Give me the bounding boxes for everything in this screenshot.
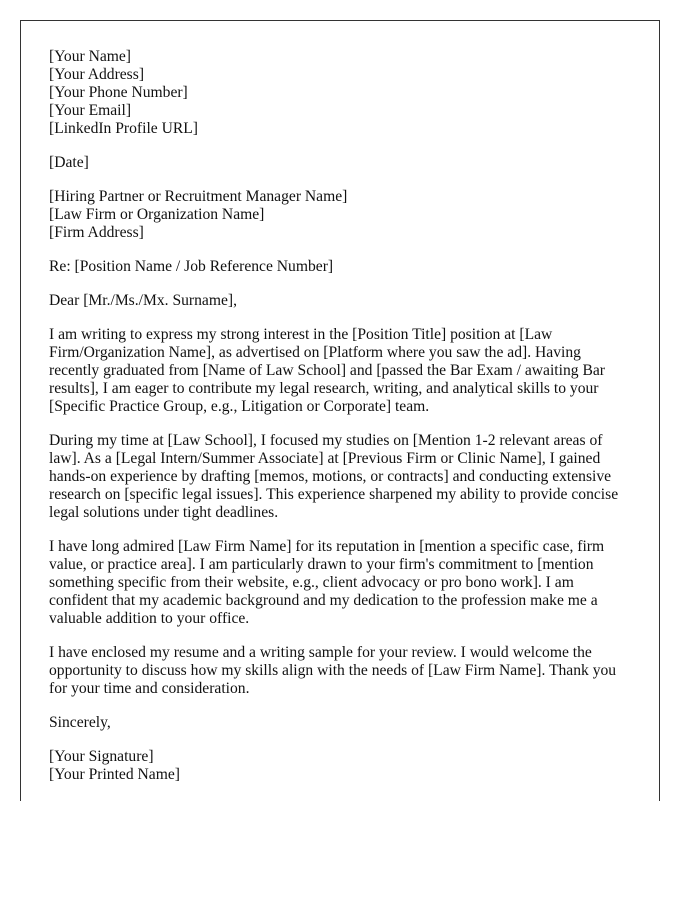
sender-phone: [Your Phone Number] — [49, 84, 188, 101]
recipient-organization: [Law Firm or Organization Name] — [49, 206, 265, 223]
body-paragraph-3 — [49, 538, 639, 628]
subject-line: Re: [Position Name / Job Reference Number] — [49, 258, 334, 275]
closing: Sincerely, — [49, 714, 111, 731]
paragraph-line: research on [specific legal issues]. This experience sharpened my ability to provide concise — [49, 486, 619, 503]
paragraph-line: [Specific Practice Group, e.g., Litigation or Corporate] team. — [49, 398, 430, 415]
paragraph-line: for your time and consideration. — [49, 680, 250, 697]
body-paragraph-2 — [49, 432, 639, 522]
signature: [Your Signature] — [49, 748, 154, 765]
body-paragraph-1 — [49, 326, 639, 416]
body-paragraph-4 — [49, 644, 639, 698]
paragraph-line: something specific from their website, e.g., client advocacy or pro bono work]. I am — [49, 574, 574, 591]
recipient-address: [Firm Address] — [49, 224, 144, 241]
salutation-block — [49, 292, 639, 310]
letter-page — [20, 20, 660, 801]
sender-name: [Your Name] — [49, 48, 132, 65]
recipient-block — [49, 188, 639, 242]
paragraph-line: hands-on experience by drafting [memos, motions, or contracts] and conducting extensive — [49, 468, 612, 485]
date-block — [49, 154, 639, 172]
signature-block — [49, 748, 639, 784]
paragraph-line: value, or practice area]. I am particularly drawn to your firm's commitment to [mention — [49, 556, 594, 573]
paragraph-line: I am writing to express my strong interest in the [Position Title] position at [Law — [49, 326, 553, 343]
sender-linkedin: [LinkedIn Profile URL] — [49, 120, 198, 137]
paragraph-line: law]. As a [Legal Intern/Summer Associate] at [Previous Firm or Clinic Name], I gained — [49, 450, 601, 467]
paragraph-line: I have long admired [Law Firm Name] for its reputation in [mention a specific case, firm — [49, 538, 605, 555]
subject-block — [49, 258, 639, 276]
letter-date: [Date] — [49, 154, 89, 171]
paragraph-line: recently graduated from [Name of Law School] and [passed the Bar Exam / awaiting Bar — [49, 362, 605, 379]
closing-block — [49, 714, 639, 732]
sender-email: [Your Email] — [49, 102, 132, 119]
paragraph-line: results], I am eager to contribute my legal research, writing, and analytical skills to your — [49, 380, 599, 397]
letter-content — [49, 48, 639, 784]
paragraph-line: Firm/Organization Name], as advertised on [Platform where you saw the ad]. Having — [49, 344, 581, 361]
paragraph-line: valuable addition to your office. — [49, 610, 250, 627]
sender-block — [49, 48, 639, 138]
paragraph-line: confident that my academic background and my dedication to the profession make me a — [49, 592, 598, 609]
printed-name: [Your Printed Name] — [49, 766, 180, 783]
paragraph-line: I have enclosed my resume and a writing sample for your review. I would welcome the — [49, 644, 592, 661]
paragraph-line: legal solutions under tight deadlines. — [49, 504, 279, 521]
salutation: Dear [Mr./Ms./Mx. Surname], — [49, 292, 237, 309]
sender-address: [Your Address] — [49, 66, 145, 83]
paragraph-line: During my time at [Law School], I focused my studies on [Mention 1-2 relevant areas of — [49, 432, 603, 449]
paragraph-line: opportunity to discuss how my skills align with the needs of [Law Firm Name]. Thank you — [49, 662, 617, 679]
recipient-name: [Hiring Partner or Recruitment Manager Name] — [49, 188, 348, 205]
